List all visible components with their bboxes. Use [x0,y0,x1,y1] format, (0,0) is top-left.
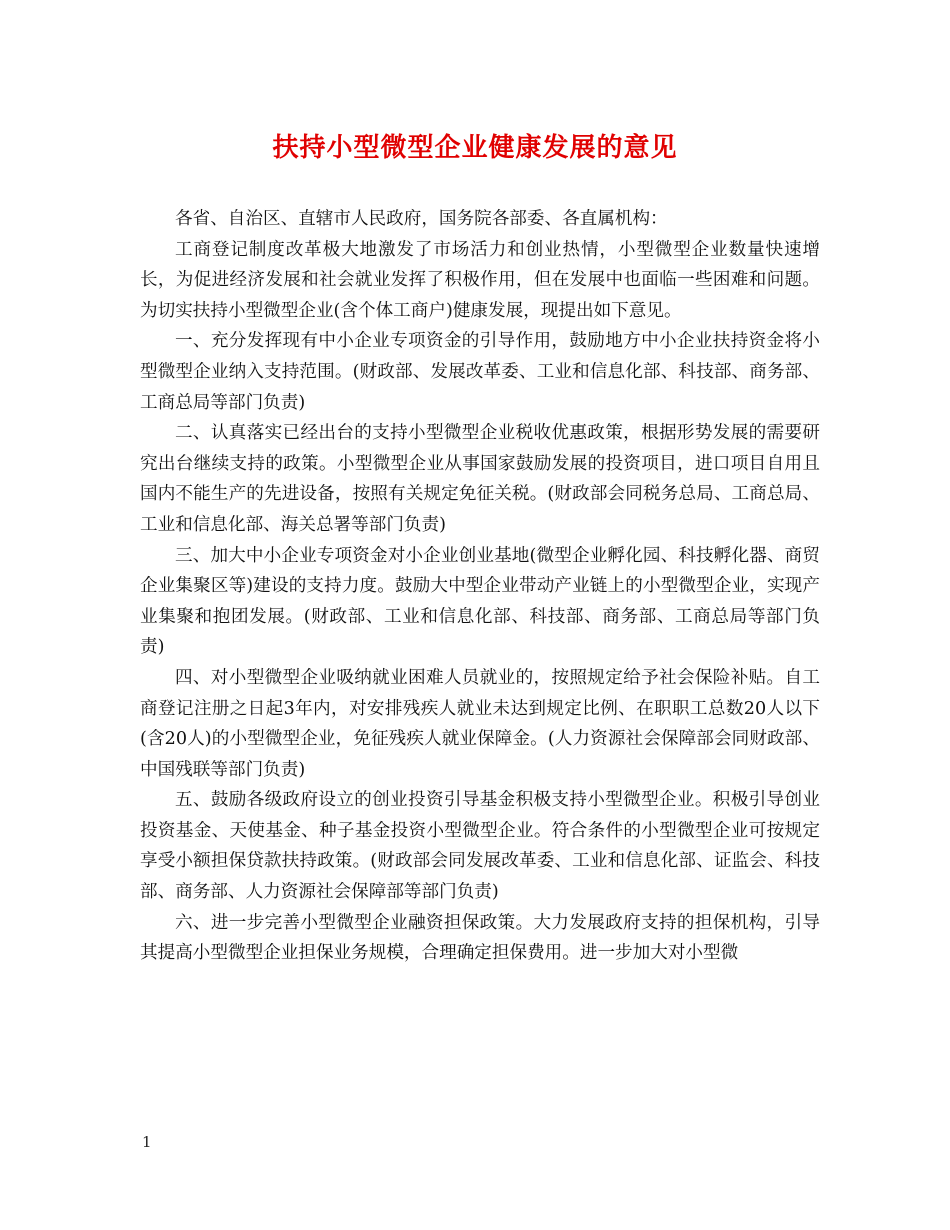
page-number: 1 [142,1133,152,1151]
document-body [140,204,820,969]
item-6-paragraph: 六、进一步完善小型微型企业融资担保政策。大力发展政府支持的担保机构，引导其提高小型微型企业担保业务规模，合理确定担保费用。进一步加大对小型微 [140,912,820,964]
intro-paragraph: 工商登记制度改革极大地激发了市场活力和创业热情，小型微型企业数量快速增长，为促进经济发展和社会就业发挥了积极作用，但在发展中也面临一些困难和问题。为切实扶持小型微型企业(含个体工商户)健康发展，现提出如下意见。 [140,239,820,321]
salutation-paragraph: 各省、自治区、直辖市人民政府，国务院各部委、各直属机构： [175,209,668,229]
item-3-paragraph: 三、加大中小企业专项资金对小企业创业基地(微型企业孵化园、科技孵化器、商贸企业集聚区等)建设的支持力度。鼓励大中型企业带动产业链上的小型微型企业，实现产业集聚和抱团发展。(财政部、工业和信息化部、科技部、商务部、工商总局等部门负责) [140,545,820,658]
item-2-paragraph: 二、认真落实已经出台的支持小型微型企业税收优惠政策，根据形势发展的需要研究出台继续支持的政策。小型微型企业从事国家鼓励发展的投资项目，进口项目自用且国内不能生产的先进设备，按照有关规定免征关税。(财政部会同税务总局、工商总局、工业和信息化部、海关总署等部门负责) [140,423,820,535]
item-4-paragraph: 四、对小型微型企业吸纳就业困难人员就业的，按照规定给予社会保险补贴。自工商登记注册之日起3年内，对安排残疾人就业未达到规定比例、在职职工总数20人以下(含20人)的小型微型企业，免征残疾人就业保障金。(人力资源社会保障部会同财政部、中国残联等部门负责) [140,667,820,780]
item-1-paragraph: 一、充分发挥现有中小企业专项资金的引导作用，鼓励地方中小企业扶持资金将小型微型企业纳入支持范围。(财政部、发展改革委、工业和信息化部、科技部、商务部、工商总局等部门负责) [140,331,820,413]
document-title: 扶持小型微型企业健康发展的意见 [272,133,678,163]
item-5-paragraph: 五、鼓励各级政府设立的创业投资引导基金积极支持小型微型企业。积极引导创业投资基金、天使基金、种子基金投资小型微型企业。符合条件的小型微型企业可按规定享受小额担保贷款扶持政策。(财政部会同发展改革委、工业和信息化部、证监会、科技部、商务部、人力资源社会保障部等部门负责) [140,790,820,903]
